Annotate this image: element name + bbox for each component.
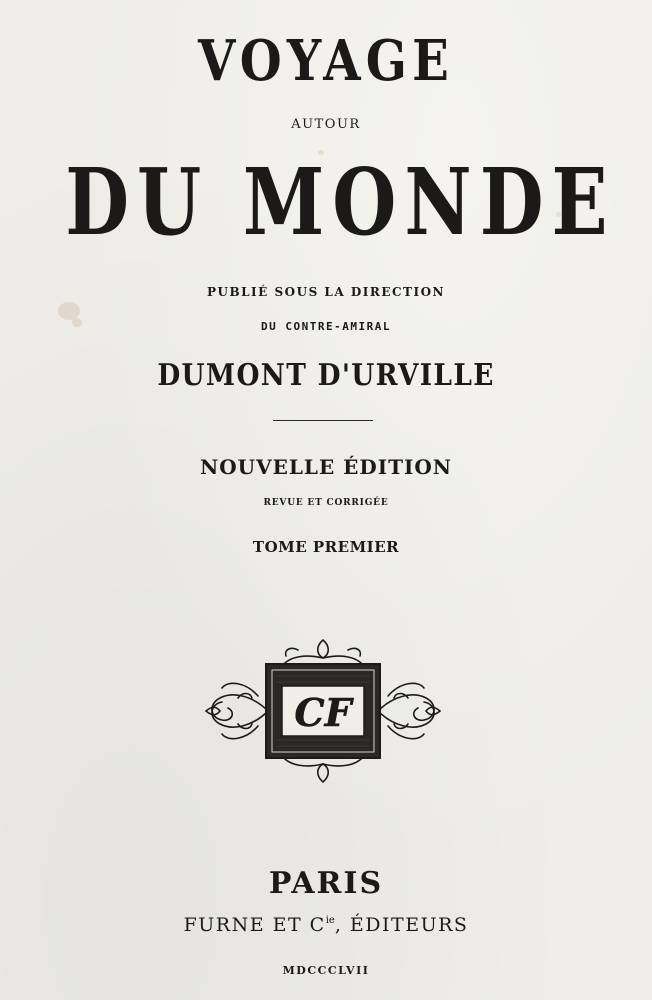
edition-note: REVUE ET CORRIGÉE (263, 498, 389, 508)
author-name: DUMONT D'URVILLE (157, 358, 495, 393)
divider-rule (273, 420, 373, 421)
publisher-superscript: ie (325, 915, 335, 926)
title-du-monde: DU MONDE (65, 148, 616, 256)
monogram-text: CF (294, 690, 352, 735)
direction-line: PUBLIÉ SOUS LA DIRECTION (206, 285, 445, 299)
imprint-publisher (0, 914, 652, 936)
publisher-name: FURNE ET C (183, 914, 326, 936)
title-autour: AUTOUR (291, 117, 361, 132)
publisher-role: , ÉDITEURS (334, 914, 469, 936)
title-voyage: VOYAGE (198, 28, 454, 94)
publisher-monogram-ornament (198, 636, 448, 786)
imprint-date: MDCCCLVII (282, 964, 370, 977)
imprint-place: PARIS (268, 866, 384, 901)
volume-line: TOME PREMIER (252, 538, 400, 556)
rank-line: DU CONTRE-AMIRAL (261, 320, 391, 333)
edition-line: NOUVELLE ÉDITION (199, 455, 453, 479)
